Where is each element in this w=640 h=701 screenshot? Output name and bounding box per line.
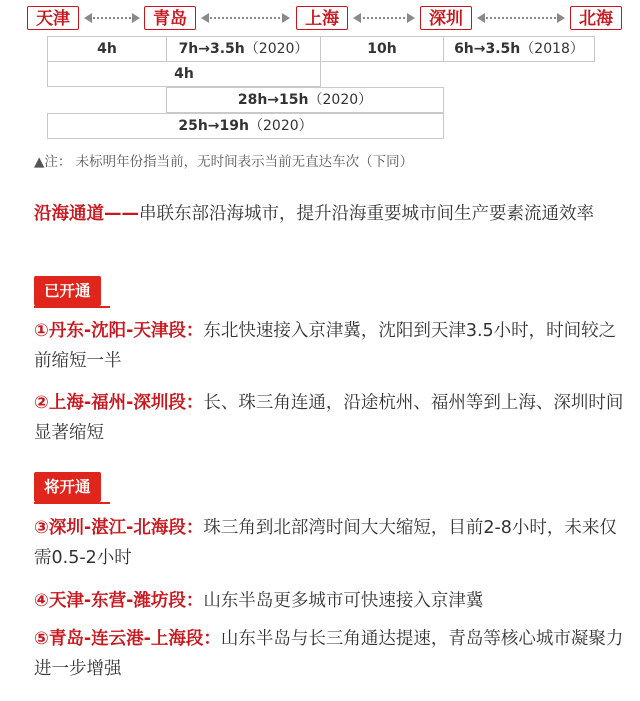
list-item: [34, 388, 624, 448]
intro-highlight: 沿海通道——: [34, 204, 139, 224]
route-arrow: [86, 17, 138, 19]
item-title: ⑤青岛-连云港-上海段：: [34, 629, 221, 649]
item-title: ①丹东-沈阳-天津段：: [34, 321, 204, 341]
time-cell: 10h: [320, 36, 444, 62]
item-text: 山东半岛与长三角通达提速，青岛等核心城市凝聚力进一步增强: [34, 629, 624, 679]
route-arrow: [479, 17, 563, 19]
city-beihai: 北海: [570, 6, 622, 30]
city-qingdao: 青岛: [144, 6, 196, 30]
item-title: ③深圳-湛江-北海段：: [34, 518, 204, 538]
item-title: ④天津-东营-潍坊段：: [34, 591, 204, 611]
city-tianjin: 天津: [27, 6, 79, 30]
route-arrow: [203, 17, 288, 19]
intro-text: 串联东部沿海城市，提升沿海重要城市间生产要素流通效率: [139, 204, 594, 224]
item-text: 长、珠三角连通，沿途杭州、福州等到上海、深圳时间显著缩短: [34, 393, 624, 443]
city-shenzhen: 深圳: [420, 6, 472, 30]
opened-badge: 已开通: [34, 276, 101, 306]
intro-paragraph: [34, 199, 624, 229]
list-item: [34, 513, 624, 573]
time-cell: 7h→3.5h（2020）: [166, 36, 321, 62]
city-shanghai: 上海: [296, 6, 348, 30]
time-cell: 4h: [47, 36, 167, 62]
route-arrow: [355, 17, 413, 19]
route-bar: [0, 0, 640, 36]
list-item: [34, 586, 624, 616]
time-cell: 6h→3.5h（2018）: [443, 36, 595, 62]
time-cell: 28h→15h（2020）: [166, 87, 444, 113]
item-text: 珠三角到北部湾时间大大缩短，目前2-8小时，未来仅需0.5-2小时: [34, 518, 617, 568]
table-note: ▲注： 未标明年份指当前，无时间表示当前无直达车次（下同）: [34, 154, 414, 170]
list-item: [34, 624, 624, 684]
item-text: 东北快速接入京津冀，沈阳到天津3.5小时，时间较之前缩短一半: [34, 321, 617, 371]
time-cell: 4h: [47, 61, 321, 87]
item-text: 山东半岛更多城市可快速接入京津冀: [203, 591, 484, 611]
time-cell: 25h→19h（2020）: [47, 113, 444, 139]
item-title: ②上海-福州-深圳段：: [34, 393, 204, 413]
upcoming-badge: 将开通: [34, 472, 101, 502]
list-item: [34, 316, 624, 376]
